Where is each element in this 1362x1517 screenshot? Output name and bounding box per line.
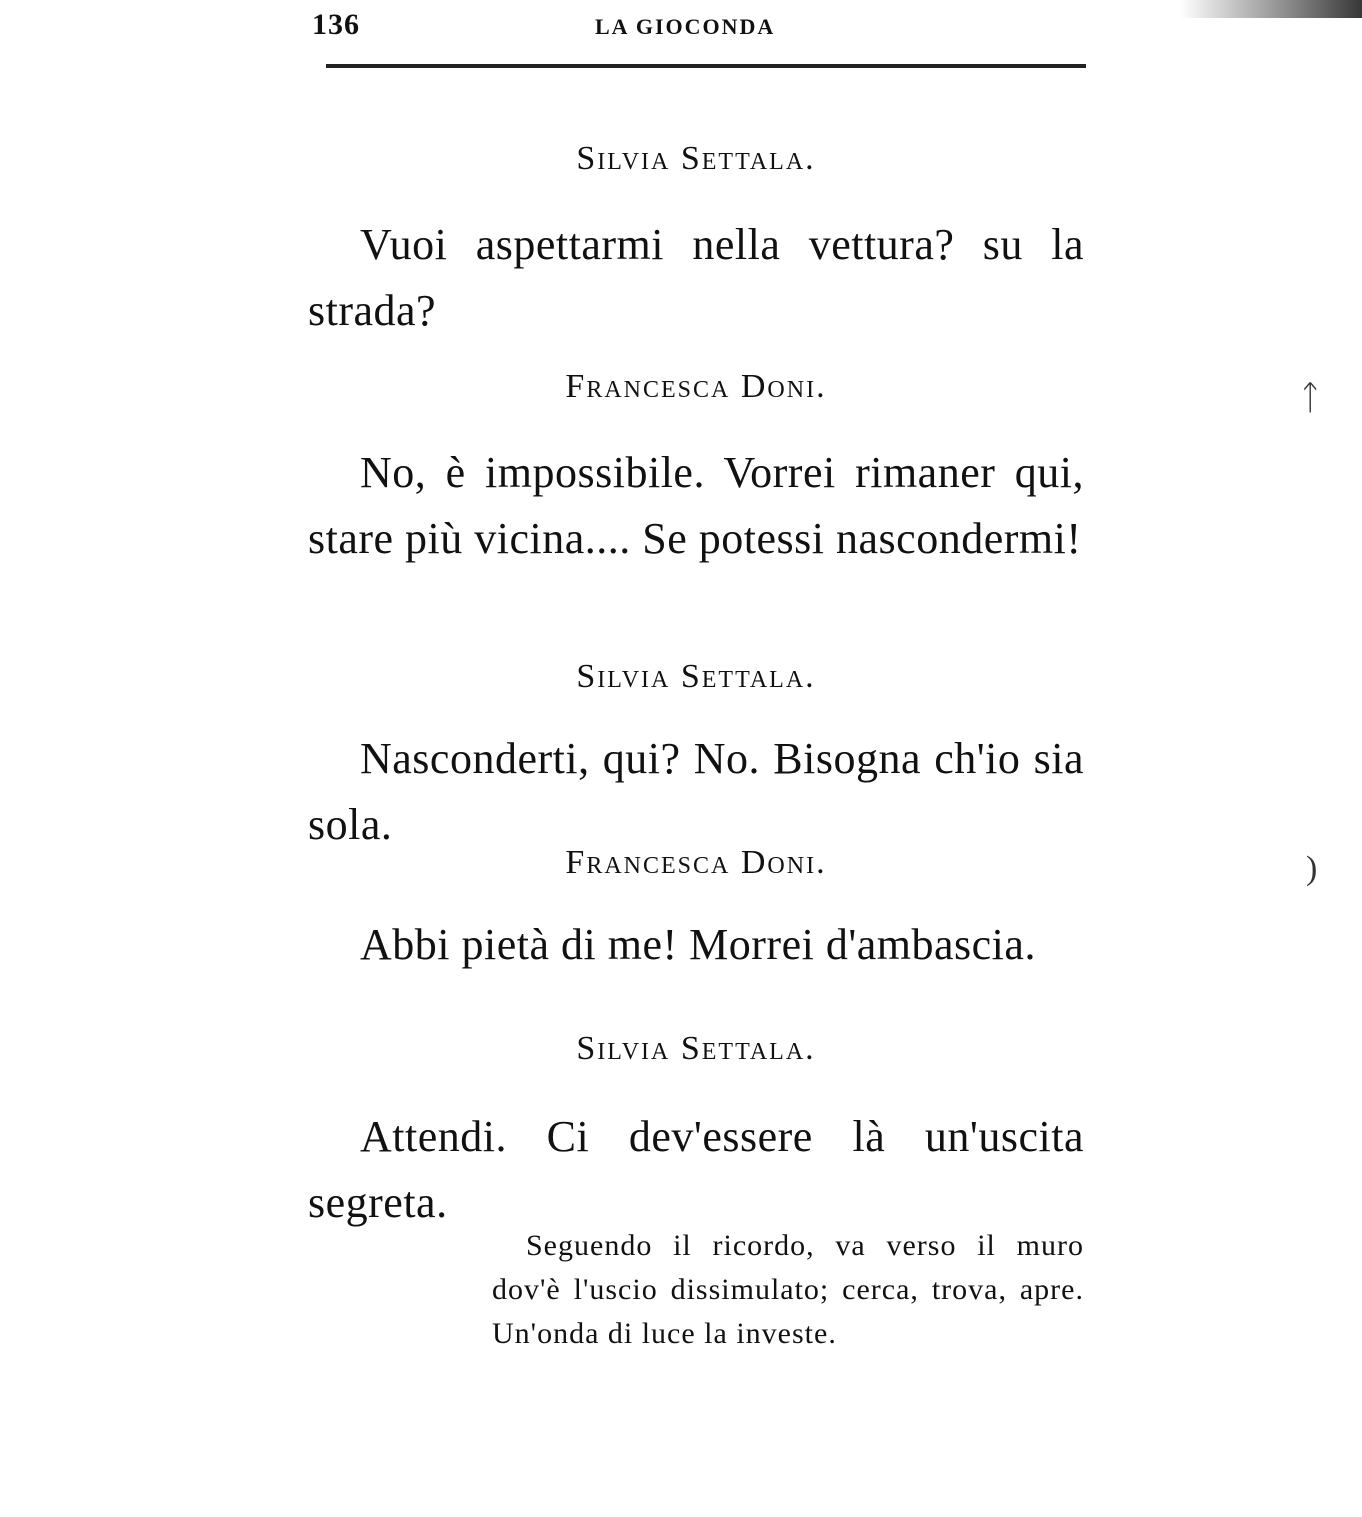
speech-line: Vuoi aspettarmi nella vettura? su la strada? — [308, 220, 1084, 335]
speaker-name: Francesca Doni. — [565, 368, 827, 405]
stage-direction: Seguendo il ricordo, va verso il muro dov'è l'uscio dissimulato; cerca, trova, apre. Un'onda di luce la investe. — [492, 1229, 1084, 1350]
margin-mark: ) — [1306, 850, 1318, 887]
running-title: LA GIOCONDA — [595, 14, 776, 39]
speaker-name: Silvia Settala. — [576, 140, 816, 177]
speech-line: Abbi pietà di me! Morrei d'ambascia. — [360, 920, 1036, 969]
header-rule — [326, 64, 1086, 68]
scan-artifact — [1180, 0, 1362, 18]
speaker-name: Silvia Settala. — [576, 658, 816, 695]
speaker-name: Silvia Settala. — [576, 1030, 816, 1067]
margin-mark: ᛏ — [1300, 380, 1321, 417]
page-number: 136 — [312, 8, 360, 41]
speech-line: Attendi. Ci dev'essere là un'uscita segreta. — [308, 1112, 1084, 1227]
speech-line: No, è impossibile. Vorrei rimaner qui, stare più vicina.... Se potessi nascondermi! — [308, 448, 1084, 563]
speaker-name: Francesca Doni. — [565, 844, 827, 881]
speech-line: Nasconderti, qui? No. Bisogna ch'io sia sola. — [308, 734, 1084, 849]
